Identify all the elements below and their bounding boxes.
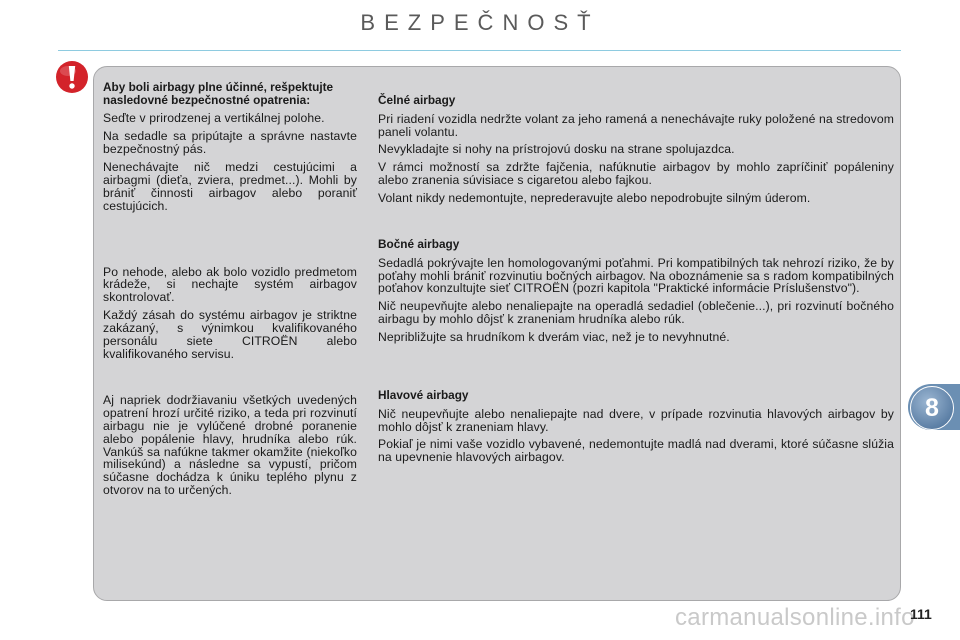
paragraph: Pri riadení vozidla nedržte volant za jeho ramená a nenechávajte ruky položené na stredovom paneli volantu. (378, 111, 894, 139)
paragraph: Na sedadle sa pripútajte a správne nastavte bezpečnostný pás. (103, 129, 357, 156)
warning-exclamation-icon (55, 60, 89, 94)
paragraph: Volant nikdy nedemontujte, neprederavujte alebo nepodrobujte silným úderom. (378, 191, 811, 206)
warning-heading: Aby boli airbagy plne účinné, rešpektujte nasledovné bezpečnostné opatrenia: (103, 80, 334, 107)
watermark-text: carmanualsonline.info (675, 604, 915, 631)
paragraph: Aj napriek dodržiavaniu všetkých uvedených opatrení hrozí určité riziko, a teda pri rozvinutí airbagu nie je vylúčené drobné poranenie alebo popálenie hlavy, hrudníka alebo rúk. Vankúš sa nafúkne takmer okamžite (niekoľko milisekúnd) a následne sa vypustí, pričom súčasne dochádza k úniku teplého plynu z otvorov na to určených. (103, 392, 357, 498)
paragraph: Pokiaľ je nimi vaše vozidlo vybavené, nedemontujte madlá nad dverami, ktoré súčasne slúžia na upevnenie hlavových airbagov. (378, 437, 894, 465)
chapter-number-badge: 8 (910, 386, 954, 430)
section-heading-head-airbags: Hlavové airbagy (378, 388, 469, 403)
title-divider (58, 50, 901, 51)
paragraph: Nič neupevňujte alebo nenaliepajte na operadlá sedadiel (oblečenie...), pri rozvinutí bočného airbagu by mohlo dôjsť k zraneniam hrudníka alebo rúk. (378, 299, 894, 327)
section-heading-side-airbags: Bočné airbagy (378, 237, 460, 252)
paragraph: Každý zásah do systému airbagov je striktne zakázaný, s výnimkou kvalifikovaného personálu siete CITROËN alebo kvalifikovaného servisu. (103, 308, 357, 361)
page-number: 111 (910, 606, 932, 622)
paragraph: Sedadlá pokrývajte len homologovanými poťahmi. Pri kompatibilných tak nehrozí riziko, že by poťahy mohli brániť rozvinutiu bočných airbagov. Na oboznámenie sa s radom kompatibilných poťahov konzultujte sieť CITROËN (pozri kapitola "Praktické informácie Príslušenstvo"). (378, 255, 894, 296)
right-column (378, 94, 894, 469)
paragraph: Nepribližujte sa hrudníkom k dverám viac, než je to nevyhnutné. (378, 330, 730, 345)
paragraph: Nenechávajte nič medzi cestujúcimi a airbagmi (dieťa, zviera, predmet...). Mohli by brániť činnosti airbagov alebo poraniť cestujúcich. (103, 159, 357, 213)
paragraph: V rámci možností sa zdržte fajčenia, nafúknutie airbagov by mohlo zapríčiniť popáleniny alebo zranenia súvisiace s cigaretou alebo fajkou. (378, 160, 894, 188)
paragraph: Nevykladajte si nohy na prístrojovú dosku na strane spolujazdca. (378, 142, 735, 157)
paragraph: Nič neupevňujte alebo nenaliepajte nad dvere, v prípade rozvinutia hlavových airbagov by mohlo dôjsť k zraneniam hlavy. (378, 406, 894, 434)
paragraph: Po nehode, alebo ak bolo vozidlo predmetom krádeže, si nechajte systém airbagov skontrolovať. (103, 264, 357, 305)
page-title: BEZPEČNOSŤ (360, 10, 600, 35)
section-heading-front-airbags: Čelné airbagy (378, 93, 456, 107)
left-column (103, 81, 357, 502)
paragraph: Seďte v prirodzenej a vertikálnej polohe. (103, 111, 325, 126)
